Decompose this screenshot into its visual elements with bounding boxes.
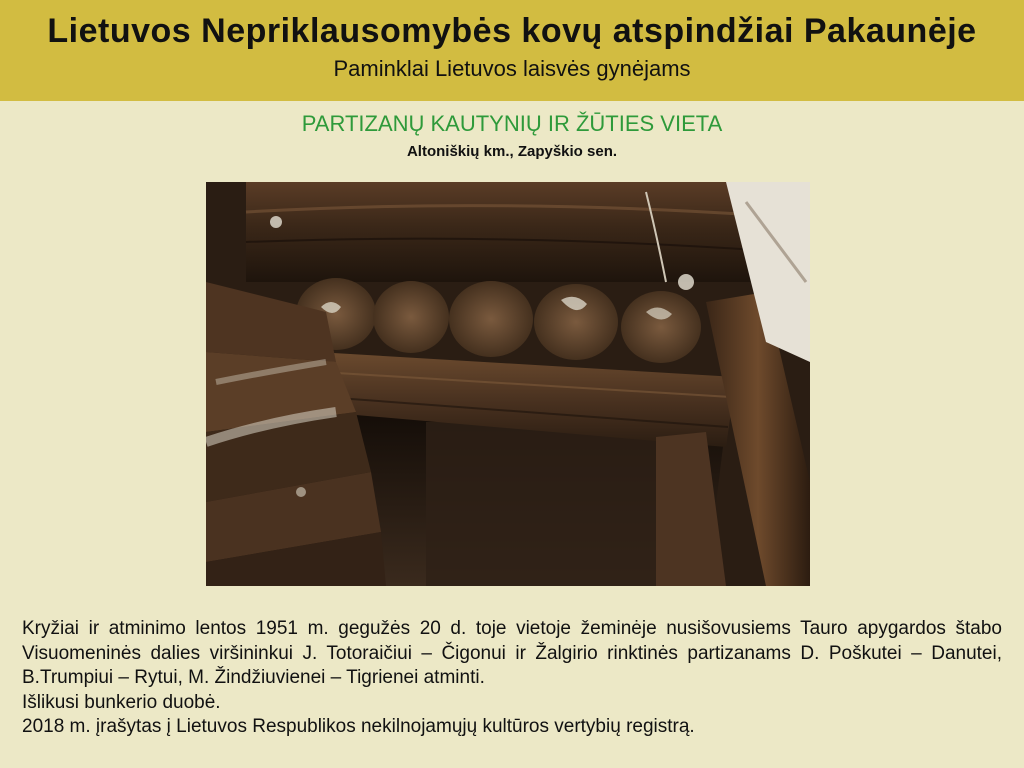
bunker-photo: [206, 182, 810, 586]
page-subtitle: Paminklai Lietuvos laisvės gynėjams: [333, 56, 691, 81]
description-paragraph-bunker: Išlikusi bunkerio duobė.: [22, 691, 221, 713]
description-text: [22, 617, 1002, 740]
page-title: Lietuvos Nepriklausomybės kovų atspindžiai Pakaunėje: [47, 12, 977, 50]
header-banner: [0, 0, 1024, 101]
description-paragraph-memorial: Kryžiai ir atminimo lentos 1951 m. gegužės 20 d. toje vietoje žeminėje nusišovusiems Tauro apygardos štabo Visuomeninės dalies viršininkui J. Totoraičiui – Čigonui ir Žalgirio rinktinės partizanams D. Poškutei – Danutei, B.Trumpiui – Rytui, M. Žindžiuvienei – Tigrienei atminti.: [22, 618, 1002, 688]
description-paragraph-registry: 2018 m. įrašytas į Lietuvos Respublikos nekilnojamųjų kultūros vertybių registrą.: [22, 716, 695, 737]
section-title: PARTIZANŲ KAUTYNIŲ IR ŽŪTIES VIETA: [301, 111, 723, 136]
location-label: Altoniškių km., Zapyškio sen.: [406, 143, 618, 160]
